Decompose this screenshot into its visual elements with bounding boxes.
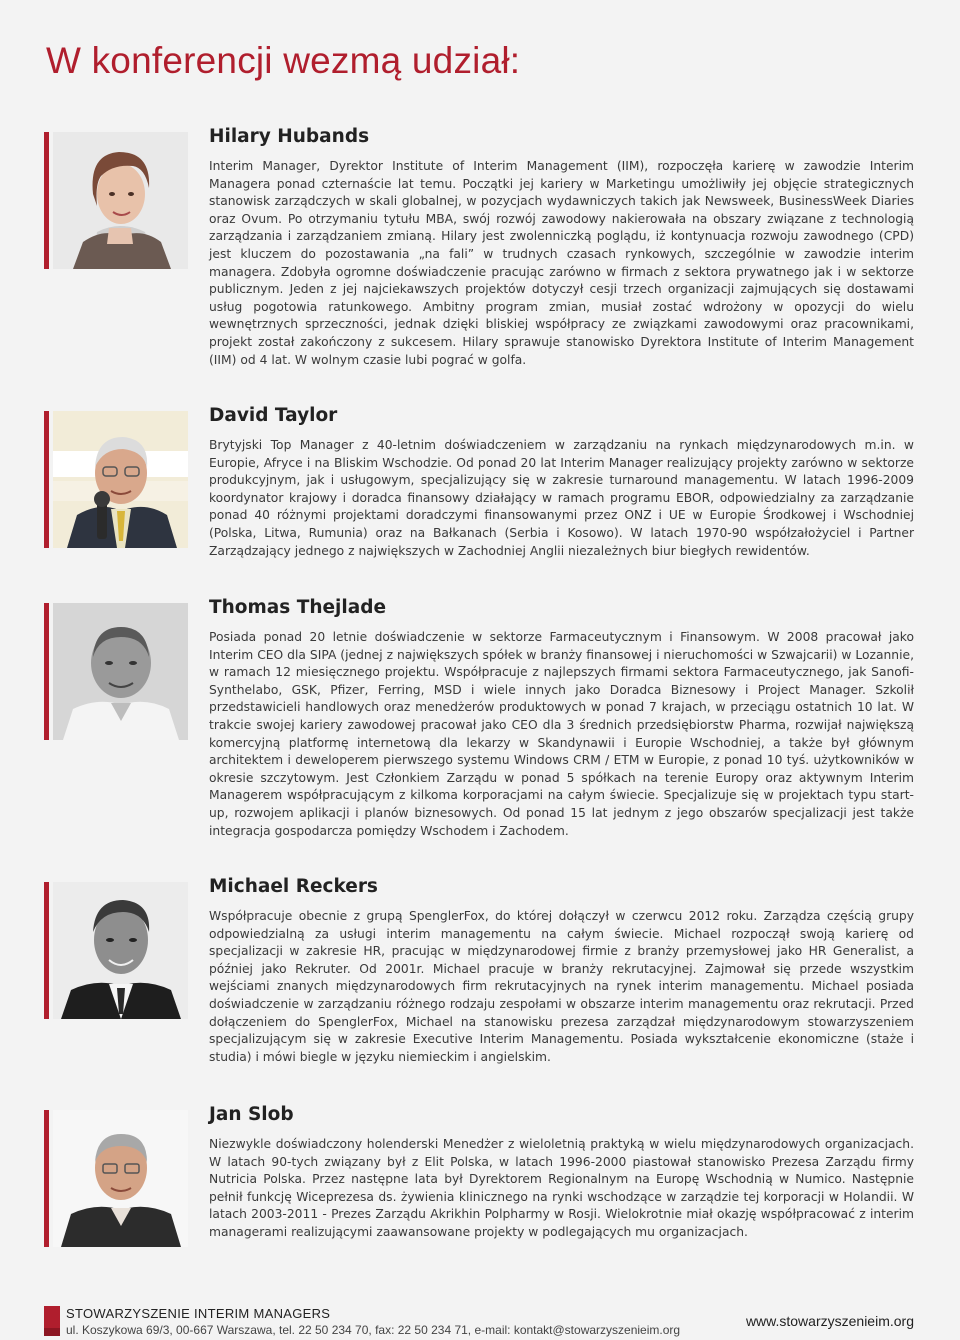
page-title: W konferencji wezmą udział: [46, 40, 521, 81]
speaker-photo-frame [44, 411, 189, 548]
speaker-name: Thomas Thejlade [209, 597, 387, 618]
speaker-photo-frame [44, 882, 189, 1019]
footer-website-link[interactable]: www.stowarzyszenieim.org [745, 1313, 914, 1329]
speaker-photo-frame [44, 1110, 189, 1247]
footer-address: ul. Koszykowa 69/3, 00-667 Warszawa, tel. 22 50 234 70, fax: 22 50 234 71, e-mail: kontakt@stowarzyszenieim.org [66, 1323, 681, 1337]
speaker-bio: Brytyjski Top Manager z 40-letnim doświadczeniem w zarządzaniu na rynkach międzynarodowych m.in. w Europie, Afryce i na Bliskim Wschodzie. Od ponad 20 lat Interim Manager realizujący projekty zarówno w sektorze produkcyjnym, jak i usługowym, specjalizujący się w zakresie turnaround managementu. W latach 1996-2009 koordynator krajowy i doradca finansowy działający w ramach programu EBOR, odpowiedzialny za zarządzanie ponad 40 różnymi projektami doradczymi finansowanymi przez ONZ i UE w Europie Środkowej i Wschodniej (Polska, Litwa, Rumunia) oraz na Bałkanach (Serbia i Kosowo). W latach 1970-90 współzałożyciel i Partner Zarządzający jednego z największych w Zachodniej Anglii niezależnych biur biegłych rewidentów. [209, 438, 914, 558]
speaker-bio: Niezwykle doświadczony holenderski Menedżer z wieloletnią praktyką w wielu międzynarodowych organizacjach. W latach 90-tych związany był z Elit Polska, w latach 1996-2000 piastował stanowisko Prezesa Zarządu firmy Nutricia Polska. Przez następne lata był Dyrektorem Regionalnym na Europę Wschodnią w Numico. Następnie pełnił funkcję Wiceprezesa ds. żywienia klinicznego na rynki wschodzące w zarządzie tej korporacji w Holandii. W latach 2003-2011 - Prezes Zarządu Akrikhin Polpharmy w Rosji. Wielokrotnie miał okazję współpracować z interim managerami realizującymi zaawansowane projekty w podlegających mu organizacjach. [209, 1137, 914, 1239]
speaker-bio: Współpracuje obecnie z grupą SpenglerFox, do której dołączył w czerwcu 2012 roku. Zarządza częścią grupy odpowiedzialną za usługi interim managementu na całym świecie. Michael rozpoczął swoją karierę od specjalizacji w zakresie HR, pracując w międzynarodowej firmie z branży przemysłowej jako HR Generalist, a później jako Rekruter. Od 2001r. Michael pracuje w branży rekrutacyjnej. Zajmował się przede wszystkim wejściami znanych międzynarodowych firm rekrutacyjnych na rynek interim managementu. Michael posiada doświadczenie w zarządzaniu różnego rodzaju zespołami w obszarze interim managementu oraz rekrutacji. Przed dołączeniem do SpenglerFox, Michael na stanowisku prezesa zarządzał międzynarodowym stowarzyszeniem specjalizującym się w zakresie Executive Interim Managementu. Posiada wykształcenie ekonomiczne (staże i studia) i mówi biegle w języku niemieckim i angielskim. [209, 909, 914, 1064]
speaker-bio: Posiada ponad 20 letnie doświadczenie w sektorze Farmaceutycznym i Finansowym. W 2008 pracował jako Interim CEO dla SIPA (jednej z największych spółek w branży finansowej i nieruchomości w Szwajcarii) w Lozannie, w ramach 12 miesięcznego projektu. Współpracuje z najlepszych firmami sektora Farmaceutycznego, jak Sanofi-Synthelabo, GSK, Pfizer, Ferring, MSD i wiele innych jako Doradca Biznesowy i Project Manager. Szkolił przedstawicieli handlowych oraz menedżerów produktowych w ponad 7 krajach, w przeciągu ostatnich 10 lat. W trakcie swojej kariery zawodowej pracował jako CEO dla 3 średnich przedsiębiorstw Pharma, rozwijał największą komercyjną platformę internetową dla lekarzy w Skandynawii i Europie Wschodniej, a także był głównym architektem i deweloperem pierwszego systemu Windows CRM / ETM w Europie, z ponad 10 tyś. użytkowników w okresie szczytowym. Jest Członkiem Zarządu w ponad 5 spółkach na terenie Europy oraz aktywnym Interim Managerem współpracującym z kilkoma korporacjami na całym świecie. Specjalizuje się w projektach typu start-up, rozwojem aplikacji i planów biznesowych. Od ponad 15 lat jednym z jego obszarów specjalizacji jest także integracja gospodarcza pomiędzy Wschodem i Zachodem. [209, 630, 914, 838]
footer-logo-icon [44, 1306, 60, 1336]
speaker-photo [53, 411, 188, 548]
speaker-name: Hilary Hubands [209, 126, 370, 147]
speaker-photo-frame [44, 132, 189, 269]
speaker-name: Michael Reckers [209, 876, 378, 897]
speaker-photo [53, 1110, 188, 1247]
speaker-photo [53, 132, 188, 269]
speaker-photo [53, 603, 188, 740]
speaker-bio: Interim Manager, Dyrektor Institute of Interim Management (IIM), rozpoczęła karierę w zawodzie Interim Managera ponad czternaście lat temu. Początki jej kariery w Marketingu umożliwiły jej objęcie strategicznych stanowisk zarządczych w skali globalnej, w pozycjach wydawniczych takich jak Newsweek, BusinessWeek Diaries oraz Ovum. Po otrzymaniu tytułu MBA, swój rozwój zawodowy nakierowała na obszary związane z technologią zarządzania i zarządzaniem zmianą. Hilary jest zwolenniczką poglądu, iż kontynuacja rozwoju zawodnego (CPD) jest kluczem do pozostawania „na fali” w trudnych czasach rynkowych, szczególnie w zawodzie interim managera. Zdobyła ogromne doświadczenie pracując zarówno w firmach z sektora prywatnego jak i w sektorze publicznym. Jeden z jej najciekawszych projektów dotyczył cesji trzech organizacji zajmujących się dostawami usług pogotowia ratunkowego. Ambitny program zmian, musiał zostać wdrożony w opozycji do wielu wewnętrznych sprzeczności, jednak dzięki bliskiej współpracy ze związkami zawodowymi oraz pracownikami, projekt został zakończony z sukcesem. Hilary sprawuje stanowisko Dyrektora Institute of Interim Management (IIM) od 4 lat. W wolnym czasie lubi pograć w golfa. [209, 159, 914, 367]
speaker-photo [53, 882, 188, 1019]
footer-organization: STOWARZYSZENIE INTERIM MANAGERS [66, 1306, 331, 1321]
speaker-photo-frame [44, 603, 189, 740]
speaker-name: David Taylor [209, 405, 338, 426]
speaker-name: Jan Slob [209, 1104, 294, 1125]
